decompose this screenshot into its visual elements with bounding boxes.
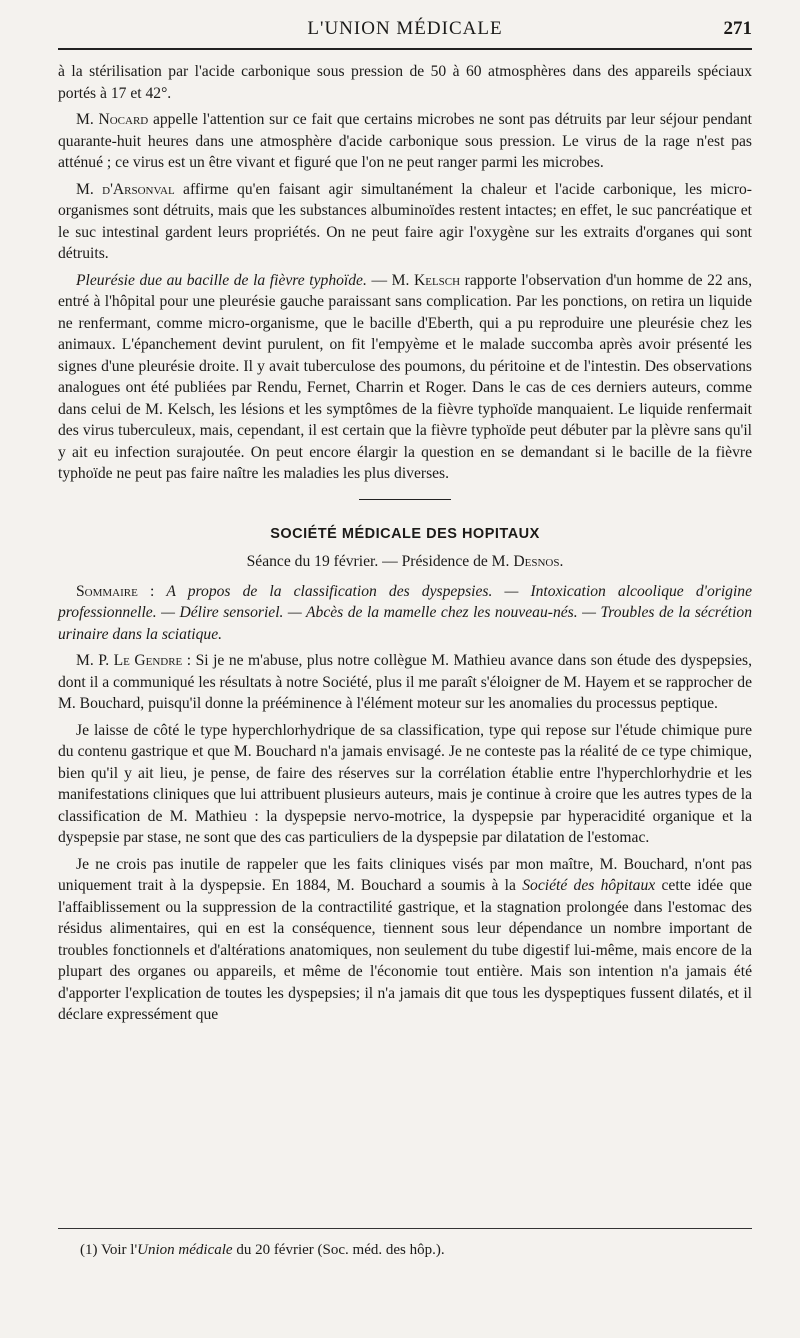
sommaire-sep: : bbox=[137, 582, 167, 600]
paragraph-bouchard bbox=[58, 854, 752, 1026]
page-number: 271 bbox=[723, 18, 752, 39]
paragraph-pleuresie bbox=[58, 270, 752, 485]
sommaire bbox=[58, 581, 752, 646]
seance-line bbox=[58, 551, 752, 573]
footnote bbox=[80, 1242, 445, 1259]
sommaire-label: Sommaire bbox=[76, 582, 138, 600]
paragraph-hyperchlorhydrie: Je laisse de côté le type hyperchlorhydrique de sa classification, type qui repose sur l'étude chimique pure du contenu gastrique et que M. Bouchard n'a jamais envisagé. Je ne conteste pas la réalité de ce type chimique, bien qu'il y ait lieu, je pense, de faire des réserves sur la corrélation établie entre l'hyperchlorhydrie et les manifestations cliniques que lui attribuent plusieurs auteurs, mais je continue à croire que les autres types de la classification de M. Mathieu : la dyspepsie nervo-motrice, la dyspepsie par hyperacidité organique et la dyspepsie par stase, ne sont que des cas particuliers de la dyspepsie par dilatation de l'estomac. bbox=[58, 721, 752, 846]
society-heading: SOCIÉTÉ MÉDICALE DES HOPITAUX bbox=[270, 525, 540, 542]
paragraph-nocard bbox=[58, 109, 752, 174]
running-head bbox=[58, 16, 752, 46]
section-title-italic: Pleurésie due au bacille de la fièvre typhoïde. bbox=[76, 271, 367, 289]
footnote-journal: Union médicale bbox=[137, 1242, 233, 1258]
dash: — M. bbox=[366, 271, 414, 289]
society-italic: Société des hôpitaux bbox=[522, 877, 656, 894]
footnote-text: Voir l' bbox=[97, 1242, 138, 1258]
speaker-name: Kelsch bbox=[413, 271, 461, 289]
seance-end: . bbox=[559, 553, 564, 570]
paragraph-text: affirme qu'en faisant agir simultanément la chaleur et l'acide carbonique, les micro-organismes sont détruits, mais que les substances albuminoïdes restent intactes; en effet, le suc pancréatique et le suc intestinal gardent leurs propriétés. On ne peut faire agir l'oxygène sur les extraits d'organes qui sont détruits. bbox=[58, 180, 752, 262]
section-separator bbox=[359, 499, 451, 500]
journal-title: L'UNION MÉDICALE bbox=[307, 18, 503, 39]
paragraph-sterilisation: à la stérilisation par l'acide carbonique sous pression de 50 à 60 atmosphères dans des appareils spéciaux portés à 17 et 42°. bbox=[58, 63, 752, 102]
speaker-name: M. Nocard bbox=[76, 111, 149, 128]
paragraph-text: Je ne crois pas inutile de rappeler que les faits cliniques visés par mon maître, M. Bouchard, n'ont pas uniquement trait à la dyspepsie. En 1884, M. Bouchard a soumis à la bbox=[58, 855, 752, 894]
paragraph-darsonval bbox=[58, 179, 752, 265]
paragraph-text: : Si je ne m'abuse, plus notre collègue M. Mathieu avance dans son étude des dyspepsies, dont il a communiqué les résultats à notre Société, plus il me paraît s'éloigner de M. Hayem et se rapprocher de M. Bouchard, puisqu'il donne la prééminence à l'élément moteur sur les anomalies du processus peptique. bbox=[58, 652, 752, 712]
footnote-rule bbox=[58, 1228, 752, 1229]
president-name: Desnos bbox=[513, 553, 560, 570]
footnote-marker: (1) bbox=[80, 1242, 98, 1258]
sommaire-text: A propos de la classification des dyspepsies. — Intoxication alcoolique d'origine professionnelle. — Délire sensoriel. — Abcès de la mamelle chez les nouveau-nés. — Troubles de la sécrétion urinaire dans la sciatique. bbox=[58, 582, 752, 643]
seance-text: Séance du 19 février. — Présidence de M. bbox=[246, 553, 514, 570]
header-rule bbox=[58, 48, 752, 50]
paragraph-text: cette idée que l'affaiblissement ou la suppression de la contractilité gastrique, et la stagnation prolongée dans l'estomac des résidus alimentaires, qui en est la conséquence, tiennent sous leur dépendance un nombre important de troubles fonctionnels et d'altérations anatomiques, non seulement du tube digestif lui-même, mais encore de la plupart des organes ou appareils, et même de l'économie tout entière. Mais son intention n'a jamais été d'apporter l'explication de toutes les dyspepsies; il n'a jamais dit que tous les dyspeptiques fussent dilatés, et il déclare expressément que bbox=[58, 877, 752, 1023]
speaker-name: M. d'Arsonval bbox=[76, 180, 175, 198]
paragraph-legendre bbox=[58, 650, 752, 715]
paragraph-text: rapporte l'observation d'un homme de 22 ans, entré à l'hôpital pour une pleurésie gauche paraissant sans complication. Par les ponctions, on retira un liquide ne renfermant, comme micro-organisme, que le bacille d'Eberth, qui a pu reproduire une pleurésie chez les animaux. L'épanchement devint purulent, on fit l'empyème et le malade succomba après avoir présenté les signes d'une pleurésie droite. Il y avait tuberculose des poumons, du péritoine et de l'intestin. Des observations analogues ont été publiées par Rendu, Fernet, Charrin et Roger. Dans le cas de ces derniers auteurs, comme dans celui de M. Kelsch, les lésions et les symptômes de la fièvre typhoïde manquaient. Le liquide renfermait des virus tuberculeux, mais, cependant, il est certain que la fièvre typhoïde peut débuter par la plèvre sans qu'il y ait eu infection surajoutée. On peut encore élargir la question en se demandant si le bacille de la fièvre typhoïde ne peut pas faire naître les maladies les plus diverses. bbox=[58, 271, 752, 482]
paragraph-text: appelle l'attention sur ce fait que certains microbes ne sont pas détruits par leur séjour pendant quarante-huit heures dans une atmosphère d'acide carbonique sous pression. Le virus de la rage n'est pas atténué ; ce virus est un être vivant et figuré que l'on ne peut ranger parmi les microbes. bbox=[58, 111, 753, 171]
footnote-text: du 20 février (Soc. méd. des hôp.). bbox=[232, 1242, 445, 1258]
speaker-name: M. P. Le Gendre bbox=[76, 652, 183, 669]
article-body bbox=[58, 61, 752, 1031]
